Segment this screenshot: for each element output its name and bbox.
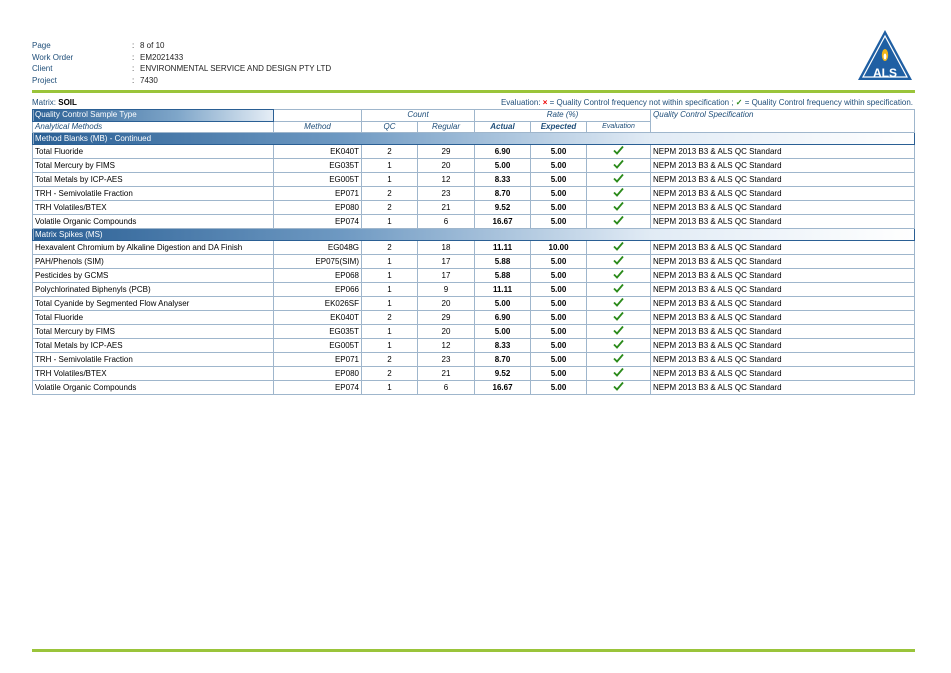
col-header-qc-sample-type: Quality Control Sample Type bbox=[33, 110, 274, 122]
actual-rate: 5.00 bbox=[475, 325, 531, 339]
qc-count: 2 bbox=[362, 367, 418, 381]
regular-count: 6 bbox=[418, 215, 475, 229]
header-value: ENVIRONMENTAL SERVICE AND DESIGN PTY LTD bbox=[140, 64, 332, 73]
regular-count: 29 bbox=[418, 311, 475, 325]
col-header-method: Method bbox=[274, 121, 362, 133]
group-header-row bbox=[33, 133, 915, 145]
qc-specification: NEPM 2013 B3 & ALS QC Standard bbox=[651, 353, 915, 367]
evaluation-cell bbox=[587, 353, 651, 367]
table-header-row bbox=[33, 110, 915, 122]
expected-rate: 5.00 bbox=[531, 255, 587, 269]
actual-rate: 5.88 bbox=[475, 255, 531, 269]
check-icon bbox=[613, 159, 624, 169]
check-icon: ✓ bbox=[735, 98, 743, 107]
evaluation-cell bbox=[587, 381, 651, 395]
expected-rate: 5.00 bbox=[531, 145, 587, 159]
check-icon bbox=[613, 269, 624, 279]
evaluation-cell bbox=[587, 367, 651, 381]
check-icon bbox=[613, 173, 624, 183]
qc-count: 1 bbox=[362, 325, 418, 339]
method-code: EK040T bbox=[274, 145, 362, 159]
check-icon bbox=[613, 339, 624, 349]
evaluation-cell bbox=[587, 283, 651, 297]
actual-rate: 11.11 bbox=[475, 283, 531, 297]
analytical-method-name: PAH/Phenols (SIM) bbox=[33, 255, 274, 269]
top-divider bbox=[32, 90, 915, 93]
expected-rate: 5.00 bbox=[531, 381, 587, 395]
actual-rate: 8.70 bbox=[475, 187, 531, 201]
qc-count: 2 bbox=[362, 187, 418, 201]
table-row bbox=[33, 269, 915, 283]
regular-count: 20 bbox=[418, 159, 475, 173]
method-code: EP071 bbox=[274, 187, 362, 201]
table-row bbox=[33, 255, 915, 269]
evaluation-cell bbox=[587, 297, 651, 311]
table-row bbox=[33, 325, 915, 339]
qc-specification: NEPM 2013 B3 & ALS QC Standard bbox=[651, 381, 915, 395]
analytical-method-name: Total Metals by ICP-AES bbox=[33, 173, 274, 187]
header-label: Project bbox=[32, 75, 57, 85]
actual-rate: 8.70 bbox=[475, 353, 531, 367]
expected-rate: 5.00 bbox=[531, 187, 587, 201]
check-icon bbox=[613, 215, 624, 225]
check-icon bbox=[613, 353, 624, 363]
qc-specification: NEPM 2013 B3 & ALS QC Standard bbox=[651, 159, 915, 173]
qc-count: 1 bbox=[362, 255, 418, 269]
regular-count: 9 bbox=[418, 283, 475, 297]
qc-count: 2 bbox=[362, 311, 418, 325]
analytical-method-name: Hexavalent Chromium by Alkaline Digestion and DA Finish bbox=[33, 241, 274, 255]
analytical-method-name: Polychlorinated Biphenyls (PCB) bbox=[33, 283, 274, 297]
qc-count: 1 bbox=[362, 159, 418, 173]
method-code: EP075(SIM) bbox=[274, 255, 362, 269]
qc-count: 1 bbox=[362, 173, 418, 187]
evaluation-cell bbox=[587, 173, 651, 187]
regular-count: 21 bbox=[418, 367, 475, 381]
qc-specification: NEPM 2013 B3 & ALS QC Standard bbox=[651, 311, 915, 325]
evaluation-cell bbox=[587, 187, 651, 201]
expected-rate: 5.00 bbox=[531, 215, 587, 229]
expected-rate: 5.00 bbox=[531, 201, 587, 215]
col-header-qc: QC bbox=[362, 121, 418, 133]
expected-rate: 10.00 bbox=[531, 241, 587, 255]
method-code: EP080 bbox=[274, 201, 362, 215]
group-header-row bbox=[33, 229, 915, 241]
group-title: Method Blanks (MB) - Continued bbox=[33, 133, 915, 145]
qc-count: 1 bbox=[362, 283, 418, 297]
check-icon bbox=[613, 145, 624, 155]
regular-count: 12 bbox=[418, 173, 475, 187]
method-code: EP080 bbox=[274, 367, 362, 381]
analytical-method-name: TRH Volatiles/BTEX bbox=[33, 201, 274, 215]
expected-rate: 5.00 bbox=[531, 339, 587, 353]
qc-count: 1 bbox=[362, 215, 418, 229]
expected-rate: 5.00 bbox=[531, 173, 587, 187]
check-icon bbox=[613, 201, 624, 211]
report-header bbox=[32, 40, 331, 86]
header-row-project: Project : 7430 bbox=[32, 75, 158, 85]
col-header-actual: Actual bbox=[475, 121, 531, 133]
qc-specification: NEPM 2013 B3 & ALS QC Standard bbox=[651, 201, 915, 215]
header-value: 8 of 10 bbox=[140, 41, 165, 50]
method-code: EG005T bbox=[274, 173, 362, 187]
qc-count: 1 bbox=[362, 269, 418, 283]
table-row bbox=[33, 381, 915, 395]
check-icon bbox=[613, 367, 624, 377]
expected-rate: 5.00 bbox=[531, 159, 587, 173]
header-label: Work Order bbox=[32, 52, 74, 62]
qc-count: 2 bbox=[362, 201, 418, 215]
regular-count: 17 bbox=[418, 255, 475, 269]
method-code: EK040T bbox=[274, 311, 362, 325]
method-code: EP066 bbox=[274, 283, 362, 297]
qc-count: 1 bbox=[362, 297, 418, 311]
method-code: EK026SF bbox=[274, 297, 362, 311]
evaluation-cell bbox=[587, 215, 651, 229]
check-icon bbox=[613, 297, 624, 307]
method-code: EP068 bbox=[274, 269, 362, 283]
check-icon bbox=[613, 241, 624, 251]
analytical-method-name: Volatile Organic Compounds bbox=[33, 215, 274, 229]
regular-count: 12 bbox=[418, 339, 475, 353]
table-row bbox=[33, 173, 915, 187]
qc-specification: NEPM 2013 B3 & ALS QC Standard bbox=[651, 187, 915, 201]
qc-frequency-table bbox=[32, 109, 915, 395]
qc-specification: NEPM 2013 B3 & ALS QC Standard bbox=[651, 297, 915, 311]
header-value: 7430 bbox=[140, 75, 158, 85]
qc-specification: NEPM 2013 B3 & ALS QC Standard bbox=[651, 283, 915, 297]
als-logo bbox=[855, 28, 915, 86]
evaluation-legend: Evaluation: × = Quality Control frequency not within specification ; ✓ = Quality Control frequency within specification. bbox=[500, 98, 913, 107]
regular-count: 20 bbox=[418, 297, 475, 311]
evaluation-cell bbox=[587, 201, 651, 215]
table-row bbox=[33, 339, 915, 353]
evaluation-cell bbox=[587, 311, 651, 325]
regular-count: 6 bbox=[418, 381, 475, 395]
regular-count: 18 bbox=[418, 241, 475, 255]
table-row bbox=[33, 241, 915, 255]
expected-rate: 5.00 bbox=[531, 325, 587, 339]
col-header-analytical-methods: Analytical Methods bbox=[33, 121, 274, 133]
qc-specification: NEPM 2013 B3 & ALS QC Standard bbox=[651, 325, 915, 339]
method-code: EG048G bbox=[274, 241, 362, 255]
regular-count: 20 bbox=[418, 325, 475, 339]
check-icon bbox=[613, 325, 624, 335]
check-icon bbox=[613, 381, 624, 391]
regular-count: 17 bbox=[418, 269, 475, 283]
analytical-method-name: TRH - Semivolatile Fraction bbox=[33, 353, 274, 367]
expected-rate: 5.00 bbox=[531, 297, 587, 311]
col-header-count: Count bbox=[362, 110, 475, 122]
method-code: EP074 bbox=[274, 215, 362, 229]
analytical-method-name: Pesticides by GCMS bbox=[33, 269, 274, 283]
col-header-rate: Rate (%) bbox=[475, 110, 651, 122]
actual-rate: 6.90 bbox=[475, 311, 531, 325]
regular-count: 23 bbox=[418, 353, 475, 367]
qc-specification: NEPM 2013 B3 & ALS QC Standard bbox=[651, 173, 915, 187]
analytical-method-name: Total Cyanide by Segmented Flow Analyser bbox=[33, 297, 274, 311]
table-row bbox=[33, 311, 915, 325]
table-row bbox=[33, 353, 915, 367]
col-header-qc-spec: Quality Control Specification bbox=[651, 110, 915, 133]
table-row bbox=[33, 283, 915, 297]
matrix-label: Matrix: SOIL bbox=[32, 98, 77, 107]
qc-specification: NEPM 2013 B3 & ALS QC Standard bbox=[651, 145, 915, 159]
qc-specification: NEPM 2013 B3 & ALS QC Standard bbox=[651, 367, 915, 381]
analytical-method-name: TRH - Semivolatile Fraction bbox=[33, 187, 274, 201]
regular-count: 23 bbox=[418, 187, 475, 201]
cross-icon: × bbox=[542, 98, 548, 107]
actual-rate: 16.67 bbox=[475, 381, 531, 395]
group-title: Matrix Spikes (MS) bbox=[33, 229, 915, 241]
analytical-method-name: Total Metals by ICP-AES bbox=[33, 339, 274, 353]
header-label: Client bbox=[32, 64, 53, 73]
header-value: EM2021433 bbox=[140, 52, 184, 62]
actual-rate: 16.67 bbox=[475, 215, 531, 229]
method-code: EG035T bbox=[274, 325, 362, 339]
actual-rate: 6.90 bbox=[475, 145, 531, 159]
evaluation-cell bbox=[587, 255, 651, 269]
analytical-method-name: Total Fluoride bbox=[33, 311, 274, 325]
col-header-evaluation: Evaluation bbox=[587, 121, 651, 133]
analytical-method-name: TRH Volatiles/BTEX bbox=[33, 367, 274, 381]
method-code: EG005T bbox=[274, 339, 362, 353]
analytical-method-name: Total Mercury by FIMS bbox=[33, 325, 274, 339]
expected-rate: 5.00 bbox=[531, 269, 587, 283]
qc-specification: NEPM 2013 B3 & ALS QC Standard bbox=[651, 215, 915, 229]
table-row bbox=[33, 187, 915, 201]
expected-rate: 5.00 bbox=[531, 367, 587, 381]
col-header-expected: Expected bbox=[531, 121, 587, 133]
check-icon bbox=[613, 187, 624, 197]
evaluation-cell bbox=[587, 325, 651, 339]
qc-count: 2 bbox=[362, 241, 418, 255]
evaluation-cell bbox=[587, 145, 651, 159]
check-icon bbox=[613, 255, 624, 265]
analytical-method-name: Volatile Organic Compounds bbox=[33, 381, 274, 395]
actual-rate: 5.00 bbox=[475, 159, 531, 173]
method-code: EG035T bbox=[274, 159, 362, 173]
header-row-work-order: Work Order : EM2021433 bbox=[32, 52, 184, 62]
qc-count: 1 bbox=[362, 339, 418, 353]
actual-rate: 5.88 bbox=[475, 269, 531, 283]
actual-rate: 8.33 bbox=[475, 339, 531, 353]
expected-rate: 5.00 bbox=[531, 283, 587, 297]
evaluation-cell bbox=[587, 269, 651, 283]
actual-rate: 8.33 bbox=[475, 173, 531, 187]
analytical-method-name: Total Fluoride bbox=[33, 145, 274, 159]
actual-rate: 11.11 bbox=[475, 241, 531, 255]
actual-rate: 5.00 bbox=[475, 297, 531, 311]
evaluation-cell bbox=[587, 159, 651, 173]
qc-specification: NEPM 2013 B3 & ALS QC Standard bbox=[651, 241, 915, 255]
qc-specification: NEPM 2013 B3 & ALS QC Standard bbox=[651, 255, 915, 269]
method-code: EP071 bbox=[274, 353, 362, 367]
actual-rate: 9.52 bbox=[475, 201, 531, 215]
header-row-client: Client : ENVIRONMENTAL SERVICE AND DESIGN PTY LTD bbox=[32, 64, 332, 73]
qc-count: 2 bbox=[362, 353, 418, 367]
qc-count: 1 bbox=[362, 381, 418, 395]
expected-rate: 5.00 bbox=[531, 311, 587, 325]
regular-count: 29 bbox=[418, 145, 475, 159]
qc-count: 2 bbox=[362, 145, 418, 159]
check-icon bbox=[613, 311, 624, 321]
header-row-page: Page : 8 of 10 bbox=[32, 41, 165, 50]
table-row bbox=[33, 145, 915, 159]
qc-specification: NEPM 2013 B3 & ALS QC Standard bbox=[651, 269, 915, 283]
header-label: Page bbox=[32, 41, 51, 50]
table-row bbox=[33, 297, 915, 311]
evaluation-cell bbox=[587, 339, 651, 353]
col-header-regular: Regular bbox=[418, 121, 475, 133]
regular-count: 21 bbox=[418, 201, 475, 215]
check-icon bbox=[613, 283, 624, 293]
matrix-value: SOIL bbox=[58, 98, 77, 107]
logo-text: ALS bbox=[873, 66, 897, 80]
table-row bbox=[33, 367, 915, 381]
expected-rate: 5.00 bbox=[531, 353, 587, 367]
method-code: EP074 bbox=[274, 381, 362, 395]
qc-specification: NEPM 2013 B3 & ALS QC Standard bbox=[651, 339, 915, 353]
actual-rate: 9.52 bbox=[475, 367, 531, 381]
evaluation-cell bbox=[587, 241, 651, 255]
table-row bbox=[33, 159, 915, 173]
analytical-method-name: Total Mercury by FIMS bbox=[33, 159, 274, 173]
table-row bbox=[33, 215, 915, 229]
table-row bbox=[33, 201, 915, 215]
bottom-divider bbox=[32, 649, 915, 652]
